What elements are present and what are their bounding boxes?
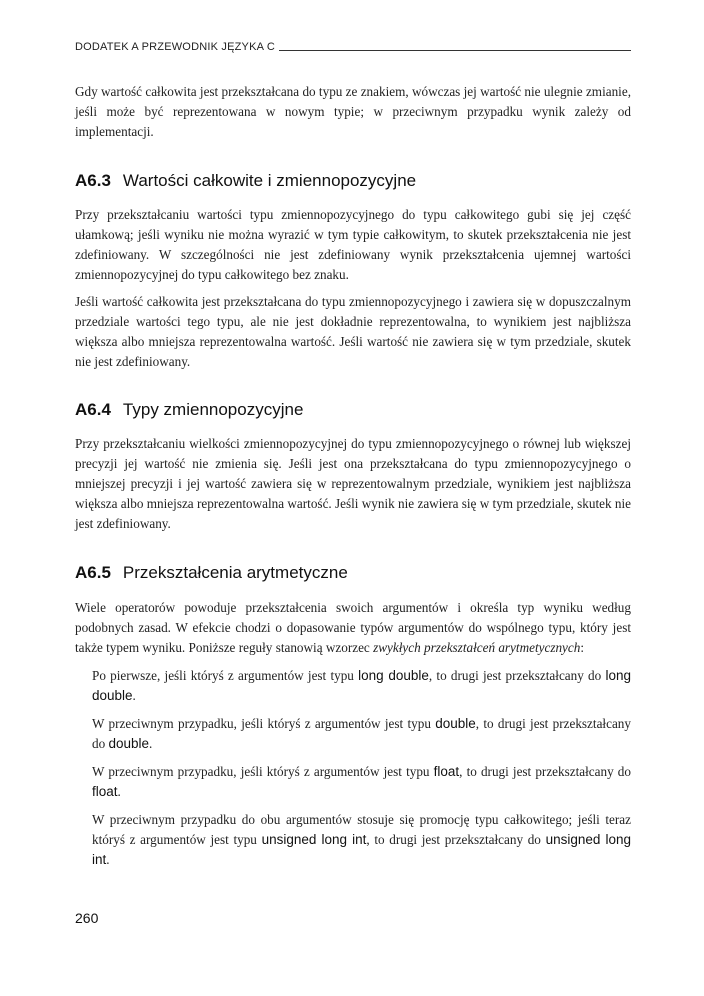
rule-text: , to drugi jest przekształcany do bbox=[366, 832, 541, 847]
page-number: 260 bbox=[75, 910, 99, 926]
paragraph-text: Wiele operatorów powoduje przekształcenia swoich argumentów i określa typ wyniku według podobnych zasad. W efekcie chodzi o dopasowanie typów argumentów do wspólnego typu, który jest także typem wyniku. Poniższe reguły stanowią wzorzec bbox=[75, 600, 631, 655]
section-heading bbox=[75, 171, 631, 191]
paragraph-punct: : bbox=[580, 640, 585, 655]
rule-text: W przeciwnym przypadku do obu argumentów stosuje się promocję typu całkowitego; jeśli teraz któryś z argumentów jest typu bbox=[92, 812, 631, 847]
type-name: unsigned long int bbox=[261, 832, 367, 847]
paragraph: Przy przekształcaniu wielkości zmiennopozycyjnej do typu zmiennopozycyjnego o równej lub większej precyzji jej wartość nie zmienia się. Jeśli jest ona przekształcana do typu zmiennopozycyjnego o mniejszej precyzji i jej wartość zawiera się w reprezentowalnym przedziale, wynikiem jest najbliższa większa albo mniejsza reprezentowalna wartość. Jeśli wynik nie zawiera się w tym przedziale, skutek nie jest zdefiniowany. bbox=[75, 436, 631, 531]
section-heading bbox=[75, 400, 631, 420]
rule-punct: . bbox=[132, 688, 136, 703]
rule-punct: . bbox=[117, 784, 121, 799]
rule-punct: . bbox=[106, 852, 110, 867]
type-name: unsigned long int bbox=[92, 832, 632, 867]
rule-punct: . bbox=[149, 736, 153, 751]
type-name: double bbox=[435, 716, 476, 731]
section-title: Typy zmiennopozycyjne bbox=[122, 400, 304, 419]
type-name: float bbox=[433, 764, 460, 779]
running-header bbox=[75, 41, 631, 53]
rule-paragraph bbox=[75, 762, 631, 802]
section-a6-5-heading bbox=[75, 563, 631, 583]
paragraph bbox=[75, 598, 631, 658]
italic-term: zwykłych przekształceń arytmetycznych bbox=[373, 640, 581, 655]
header-rule bbox=[279, 50, 631, 51]
rule-paragraph bbox=[75, 810, 631, 870]
rule-text: , to drugi jest przekształcany do bbox=[428, 668, 602, 683]
section-number: A6.5 bbox=[75, 563, 111, 582]
running-header-title: DODATEK A PRZEWODNIK JĘZYKA C bbox=[75, 41, 275, 53]
section-a6-5-body bbox=[75, 598, 631, 870]
type-name: long double bbox=[92, 668, 632, 703]
type-name: float bbox=[92, 784, 118, 799]
intro-paragraph: Gdy wartość całkowita jest przekształcana do typu ze znakiem, wówczas jej wartość nie ulegnie zmianie, jeśli może być reprezentowana w nowym typie; w przeciwnym przypadku wynik zależy od implementacji. bbox=[75, 84, 631, 139]
section-heading bbox=[75, 563, 631, 583]
section-a6-4-body bbox=[75, 434, 631, 534]
section-a6-3-heading bbox=[75, 171, 631, 191]
section-title: Wartości całkowite i zmiennopozycyjne bbox=[122, 171, 417, 190]
section-title: Przekształcenia arytmetyczne bbox=[122, 563, 348, 582]
paragraph: Jeśli wartość całkowita jest przekształcana do typu zmiennopozycyjnego i zawiera się w dopuszczalnym przedziale wartości tego typu, ale nie jest dokładnie reprezentowalna, to wynikiem jest najbliższa większa albo mniejsza reprezentowalna wartość. Jeśli wartość nie zawiera się w tym przedziale, skutek nie jest zdefiniowany. bbox=[75, 294, 631, 369]
rule-text: , to drugi jest przekształcany do bbox=[92, 716, 631, 751]
type-name: long double bbox=[358, 668, 429, 683]
section-a6-4-heading bbox=[75, 400, 631, 420]
section-number: A6.3 bbox=[75, 171, 111, 190]
section-number: A6.4 bbox=[75, 400, 111, 419]
rule-text: Po pierwsze, jeśli któryś z argumentów jest typu bbox=[92, 668, 354, 683]
rule-paragraph bbox=[75, 666, 631, 706]
type-name: double bbox=[108, 736, 150, 751]
rule-text: W przeciwnym przypadku, jeśli któryś z argumentów jest typu bbox=[92, 716, 431, 731]
paragraph: Przy przekształcaniu wartości typu zmiennopozycyjnego do typu całkowitego gubi się jej część ułamkową; jeśli wyniku nie można wyrazić w tym typie całkowitym, to skutek przekształcenia nie jest zdefiniowany. W szczególności nie jest zdefiniowany wynik przekształcenia ujemnej wartości zmiennopozycyjnej do typu całkowitego bez znaku. bbox=[75, 207, 631, 282]
intro-section bbox=[75, 82, 631, 142]
rule-text: , to drugi jest przekształcany do bbox=[459, 764, 631, 779]
rule-text: W przeciwnym przypadku, jeśli któryś z argumentów jest typu bbox=[92, 764, 430, 779]
section-a6-3-body bbox=[75, 205, 631, 372]
rule-paragraph bbox=[75, 714, 631, 754]
